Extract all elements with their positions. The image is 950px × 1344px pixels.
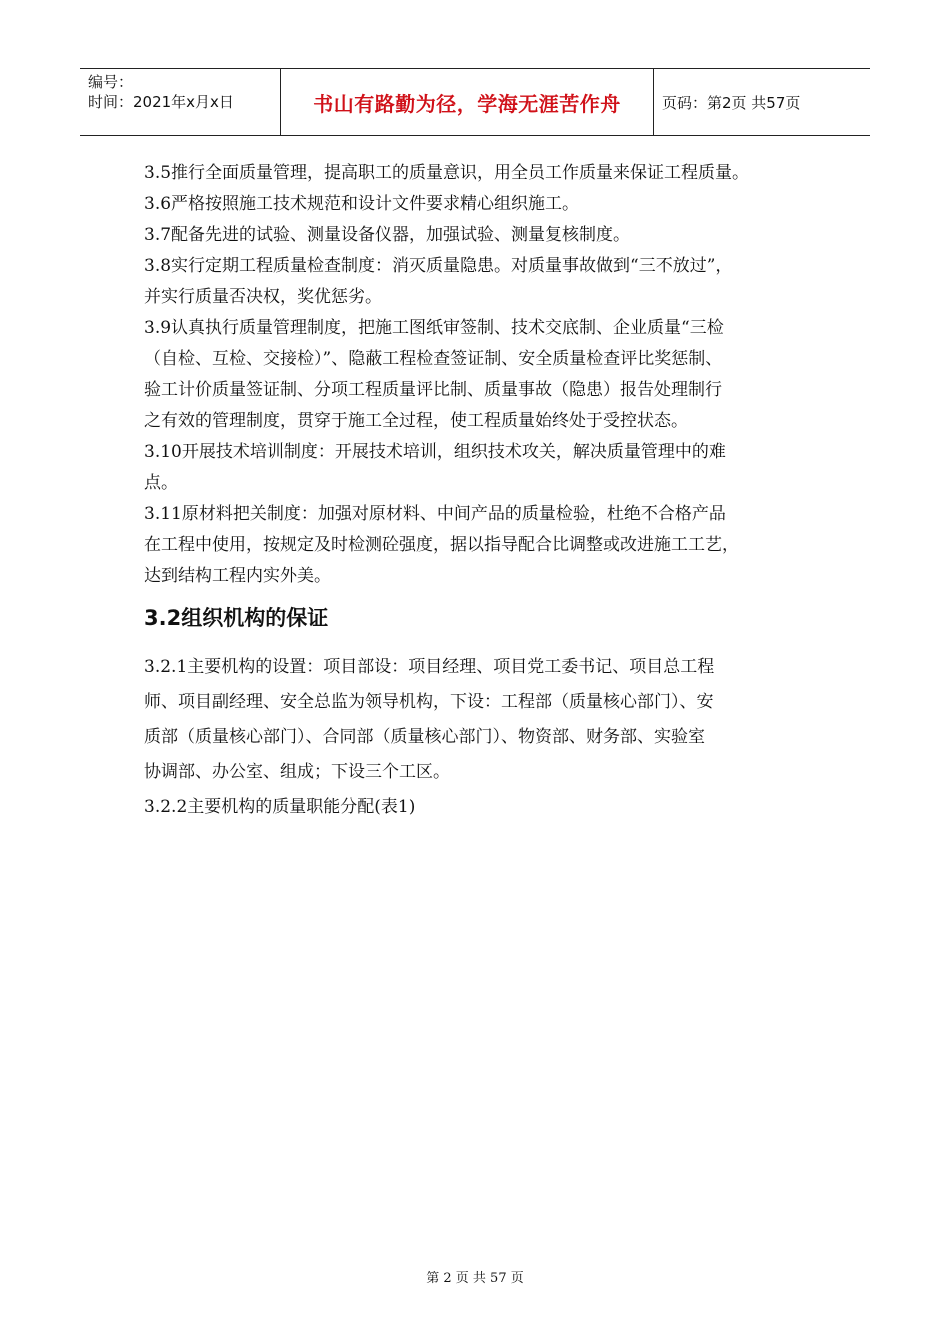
paragraph-line: 在工程中使用，按规定及时检测砼强度，据以指导配合比调整或改进施工工艺， <box>144 535 739 555</box>
paragraph <box>144 499 820 592</box>
paragraph-line: 3.9认真执行质量管理制度，把施工图纸审签制、技术交底制、企业质量“三检 <box>144 318 724 338</box>
section-line: 质部（质量核心部门）、合同部（质量核心部门）、物资部、财务部、实验室 <box>144 727 705 747</box>
document-header <box>80 68 870 136</box>
paragraph-line: 3.7配备先进的试验、测量设备仪器，加强试验、测量复核制度。 <box>144 225 631 245</box>
paragraph-line: 达到结构工程内实外美。 <box>144 566 331 586</box>
paragraph <box>144 220 820 251</box>
header-motto-cell <box>280 69 654 135</box>
header-page-info: 页码：第2页 共57页 <box>662 93 801 112</box>
paragraph-line: 验工计价质量签证制、分项工程质量评比制、质量事故（隐患）报告处理制行 <box>144 380 722 400</box>
paragraph-line: 之有效的管理制度，贯穿于施工全过程，使工程质量始终处于受控状态。 <box>144 411 688 431</box>
header-meta <box>80 69 280 135</box>
organization-section <box>144 650 820 825</box>
section-line: 3.2.1主要机构的设置：项目部设：项目经理、项目党工委书记、项目总工程 <box>144 657 715 677</box>
paragraph <box>144 189 820 220</box>
paragraph-line: （自检、互检、交接检）”、隐蔽工程检查签证制、安全质量检查评比奖惩制、 <box>144 349 723 369</box>
section-line: 师、项目副经理、安全总监为领导机构，下设：工程部（质量核心部门）、安 <box>144 692 714 712</box>
quality-measures-list <box>144 158 820 592</box>
time-label: 时间：2021年x月x日 <box>88 93 234 111</box>
paragraph <box>144 251 820 313</box>
paragraph <box>144 437 820 499</box>
number-label: 编号： <box>88 73 134 91</box>
page-footer: 第 2 页 共 57 页 <box>426 1271 524 1286</box>
section-line: 3.2.2主要机构的质量职能分配(表1) <box>144 797 416 817</box>
paragraph-line: 点。 <box>144 473 178 493</box>
paragraph <box>144 313 820 437</box>
paragraph-line: 3.10开展技术培训制度：开展技术培训，组织技术攻关，解决质量管理中的难 <box>144 442 726 462</box>
section-heading: 3.2组织机构的保证 <box>144 606 329 630</box>
paragraph-line: 3.8实行定期工程质量检查制度：消灭质量隐患。对质量事故做到“三不放过”， <box>144 256 733 276</box>
header-motto: 书山有路勤为径，学海无涯苦作舟 <box>313 91 621 116</box>
paragraph <box>144 158 820 189</box>
paragraph-line: 3.11原材料把关制度：加强对原材料、中间产品的质量检验，杜绝不合格产品 <box>144 504 726 524</box>
paragraph-line: 并实行质量否决权，奖优惩劣。 <box>144 287 382 307</box>
paragraph-line: 3.5推行全面质量管理，提高职工的质量意识，用全员工作质量来保证工程质量。 <box>144 163 750 183</box>
section-line: 协调部、办公室、组成；下设三个工区。 <box>144 762 450 782</box>
paragraph-line: 3.6严格按照施工技术规范和设计文件要求精心组织施工。 <box>144 194 580 214</box>
